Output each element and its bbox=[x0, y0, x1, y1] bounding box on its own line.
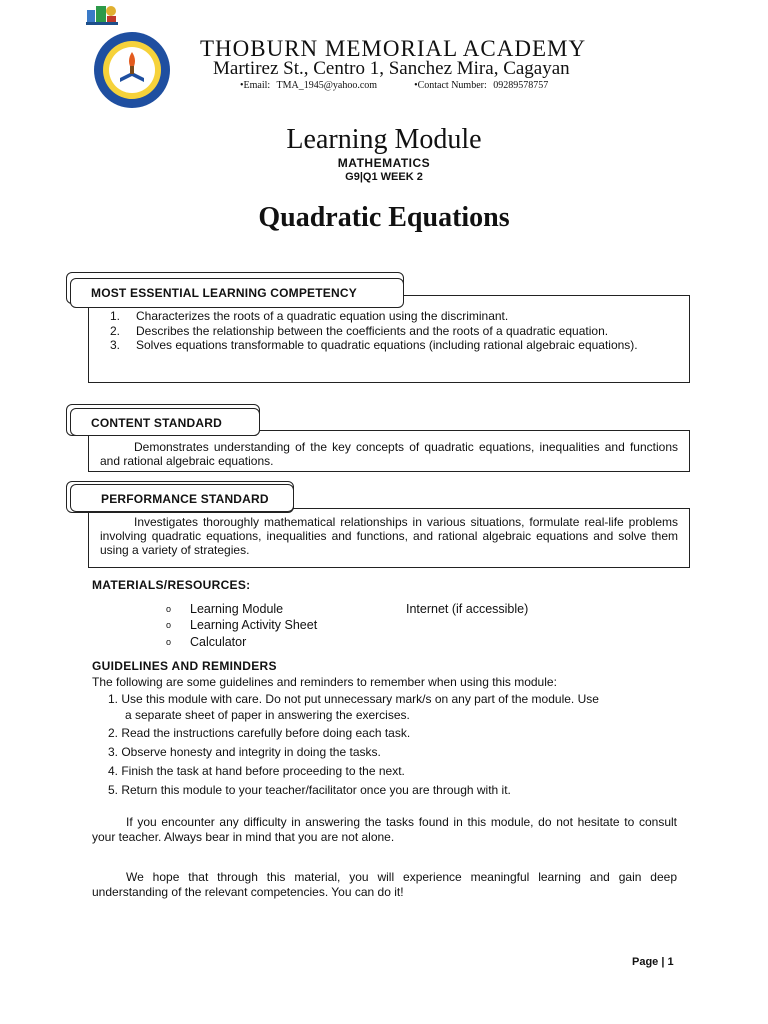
hope-paragraph: We hope that through this material, you will experience meaningful learning and gain deep understanding of the relevant competencies. You can do it! bbox=[92, 870, 677, 899]
contact-label: •Contact Number: bbox=[414, 80, 487, 91]
performance-standard-heading: PERFORMANCE STANDARD bbox=[70, 484, 294, 512]
content-standard-heading: CONTENT STANDARD bbox=[70, 408, 260, 436]
guidelines-heading: GUIDELINES AND REMINDERS bbox=[92, 659, 277, 673]
module-title: Learning Module bbox=[286, 124, 482, 155]
subject-label: MATHEMATICS bbox=[337, 156, 431, 170]
deped-corner-logo bbox=[86, 2, 118, 26]
bullet-icon: o bbox=[166, 620, 172, 630]
list-item: 3. Solves equations transformable to quadratic equations (including rational algebraic equations). bbox=[110, 338, 638, 352]
guideline-item: 2. Read the instructions carefully before doing each task. bbox=[108, 726, 411, 740]
email-label: •Email: bbox=[240, 80, 271, 91]
list-item: 1. Characterizes the roots of a quadratic equation using the discriminant. bbox=[110, 309, 509, 323]
guideline-item: 5. Return this module to your teacher/facilitator once you are through with it. bbox=[108, 783, 511, 797]
list-item: o Learning Activity Sheet bbox=[166, 618, 318, 632]
school-contact bbox=[240, 80, 552, 91]
guideline-item: 1. Use this module with care. Do not put unnecessary mark/s on any part of the module. Use bbox=[108, 692, 599, 706]
guideline-item: a separate sheet of paper in answering the exercises. bbox=[125, 708, 410, 722]
page-number: Page | 1 bbox=[632, 956, 674, 968]
email-address: TMA_1945@yahoo.com bbox=[276, 80, 378, 91]
content-standard-text: Demonstrates understanding of the key concepts of quadratic equations, inequalities and functions and rational algebraic equations. bbox=[100, 440, 678, 468]
melc-heading: MOST ESSENTIAL LEARNING COMPETENCY bbox=[70, 278, 404, 308]
materials-heading: MATERIALS/RESOURCES: bbox=[92, 578, 251, 592]
list-item: o Learning Module bbox=[166, 602, 284, 616]
topic-title: Quadratic Equations bbox=[258, 202, 510, 233]
grade-week-label: G9|Q1 WEEK 2 bbox=[345, 171, 423, 183]
list-item-internet: Internet (if accessible) bbox=[406, 602, 529, 616]
bullet-icon: o bbox=[166, 637, 172, 647]
list-item: 2. Describes the relationship between the coefficients and the roots of a quadratic equation. bbox=[110, 323, 609, 338]
list-item: o Calculator bbox=[166, 635, 247, 649]
bullet-icon: o bbox=[166, 604, 172, 614]
guideline-item: 3. Observe honesty and integrity in doing the tasks. bbox=[108, 745, 381, 759]
guidelines-intro: The following are some guidelines and reminders to remember when using this module: bbox=[92, 675, 557, 689]
melc-list bbox=[110, 310, 650, 354]
difficulty-paragraph: If you encounter any difficulty in answering the tasks found in this module, do not hesitate to consult your teacher. Always bear in mind that you are not alone. bbox=[92, 815, 677, 844]
contact-number: 09289578757 bbox=[493, 80, 549, 91]
school-seal-icon bbox=[92, 30, 172, 110]
performance-standard-text: Investigates thoroughly mathematical relationships in various situations, formulate real-life problems involving quadratic equations, inequalities and functions, and rational algebraic equations and solve them using a variety of strategies. bbox=[100, 515, 678, 557]
school-address: Martirez St., Centro 1, Sanchez Mira, Cagayan bbox=[213, 58, 570, 79]
school-name: THOBURN MEMORIAL ACADEMY bbox=[200, 36, 587, 61]
guideline-item: 4. Finish the task at hand before proceeding to the next. bbox=[108, 764, 405, 778]
